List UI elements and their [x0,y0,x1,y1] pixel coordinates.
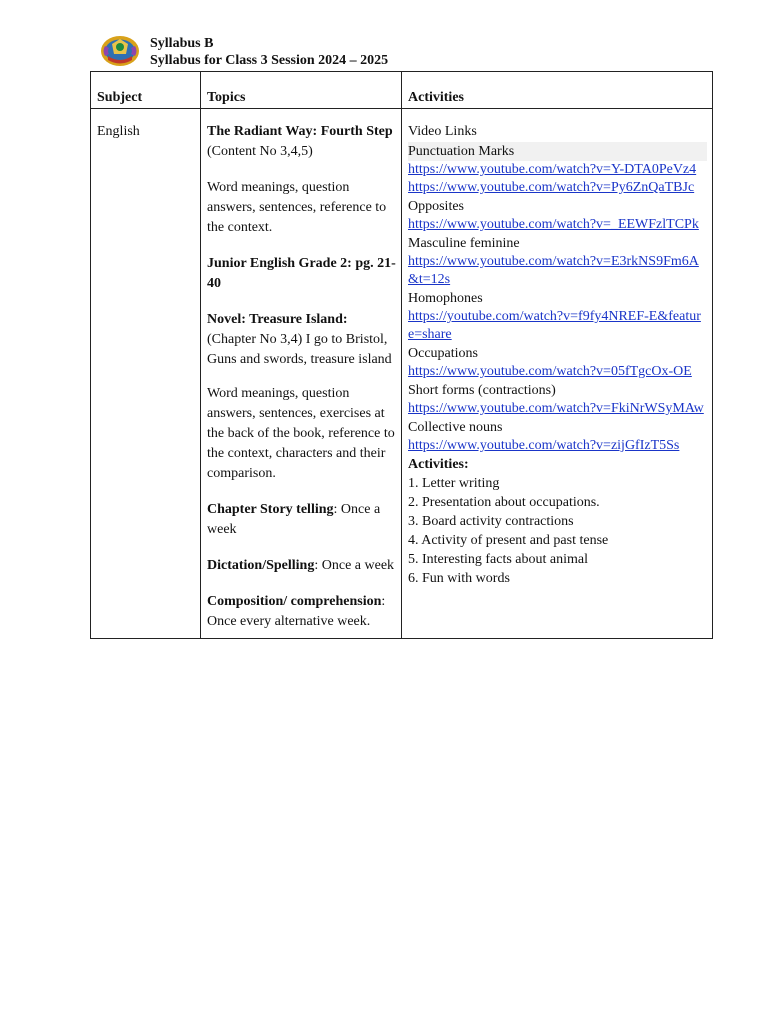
header-subject: Subject [91,72,201,109]
header-topics: Topics [201,72,402,109]
topic-word-meanings-2: Word meanings, question answers, sentences, exercises at the back of the book, reference to the context, characters and their comparison. [207,386,395,481]
topic-story-telling: Chapter Story telling [207,502,334,517]
topic-composition-freq: : Once every alternative week. [207,594,386,629]
activity-label: Collective nouns [408,420,503,435]
video-link[interactable]: https://youtube.com/watch?v=f9fy4NREF-E&feature=share [408,309,701,342]
table-header-row [91,72,713,109]
header-activities: Activities [402,72,713,109]
topic-junior-english: Junior English Grade 2: pg. 21-40 [207,256,396,291]
activity-label: Short forms (contractions) [408,383,556,398]
activity-list-item: 6. Fun with words [408,571,510,586]
topic-composition: Composition/ comprehension [207,594,382,609]
syllabus-title: Syllabus for Class 3 Session 2024 – 2025 [150,53,389,68]
school-logo [100,34,140,68]
topic-word-meanings-1: Word meanings, question answers, sentences, reference to the context. [207,180,387,235]
video-link[interactable]: https://www.youtube.com/watch?v=FkiNrWSyMAw [408,401,704,416]
activity-label: Homophones [408,291,483,306]
video-link[interactable]: https://www.youtube.com/watch?v=05fTgcOx-OE [408,364,692,379]
topics-cell [201,109,402,639]
activities-heading: Activities: [408,457,469,472]
video-link[interactable]: https://www.youtube.com/watch?v=zijGfIzT5Ss [408,438,680,453]
subject-cell: English [91,109,201,639]
video-link[interactable]: https://www.youtube.com/watch?v=E3rkNS9Fm6A&t=12s [408,254,699,287]
syllabus-label: Syllabus B [150,36,214,51]
topic-novel-title: Novel: Treasure Island: [207,312,348,327]
topic-radiant-content: (Content No 3,4,5) [207,144,313,159]
video-link[interactable]: https://www.youtube.com/watch?v=Y-DTA0PeVz4 [408,162,697,177]
topic-radiant-way: The Radiant Way: Fourth Step [207,124,393,139]
table-row [91,109,713,639]
topic-story-telling-freq: : Once a week [207,502,381,537]
activity-label: Masculine feminine [408,236,520,251]
activity-list-item: 3. Board activity contractions [408,514,574,529]
video-link[interactable]: https://www.youtube.com/watch?v=Py6ZnQaTBJc [408,180,695,195]
activity-list-item: 2. Presentation about occupations. [408,495,600,510]
topic-dictation: Dictation/Spelling [207,558,315,573]
activity-label: Occupations [408,346,478,361]
document-header [100,34,700,70]
syllabus-table [90,71,713,639]
activity-list-item: 1. Letter writing [408,476,500,491]
video-links-label: Video Links [408,124,477,139]
activities-cell [402,109,713,639]
activity-label: Punctuation Marks [408,142,707,161]
topic-dictation-freq: : Once a week [314,558,395,573]
activity-list-item: 4. Activity of present and past tense [408,533,609,548]
activity-label: Opposites [408,199,464,214]
video-link[interactable]: https://www.youtube.com/watch?v=_EEWFzlTCPk [408,217,699,232]
topic-novel-chapters: (Chapter No 3,4) I go to Bristol, Guns and swords, treasure island [207,332,392,367]
activity-list-item: 5. Interesting facts about animal [408,552,588,567]
